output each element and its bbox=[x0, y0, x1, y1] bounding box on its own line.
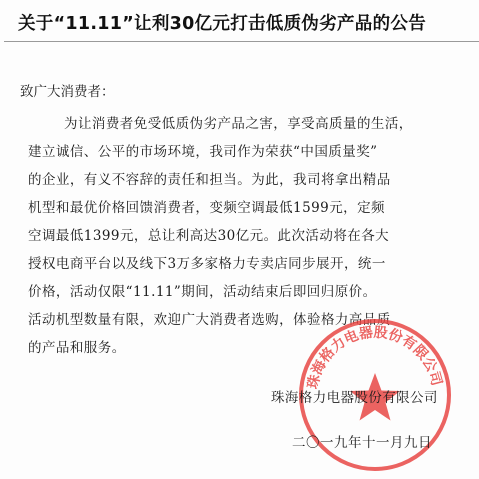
body-line-9: 的产品和服务。 bbox=[28, 340, 126, 356]
body-line-8: 活动机型数量有限，欢迎广大消费者选购，体验格力高品质 bbox=[28, 312, 391, 328]
body-line-7: 价格，活动仅限“11.11”期间，活动结束后即回归原价。 bbox=[28, 284, 377, 300]
signature-date: 二〇一九年十一月九日 bbox=[292, 435, 432, 451]
body-line-6: 授权电商平台以及线下3万多家格力专卖店同步展开，统一 bbox=[28, 256, 386, 272]
body-line-1: 为让消费者免受低质伪劣产品之害，享受高质量的生活， bbox=[64, 116, 413, 132]
body-line-2: 建立诚信、公平的市场环境，我司作为荣获“中国质量奖” bbox=[28, 144, 378, 160]
salutation: 致广大消费者： bbox=[20, 84, 115, 100]
body-line-5: 空调最低1399元，总让利高达30亿元。此次活动将在各大 bbox=[28, 228, 390, 244]
seal-text: 珠海格力电器股份有限公司 bbox=[305, 324, 445, 391]
body-line-3: 的企业，有义不容辞的责任和担当。为此，我司将拿出精品 bbox=[28, 172, 391, 188]
page-title: 关于“11.11”让利30亿元打击低质伪劣产品的公告 bbox=[18, 14, 427, 34]
body-line-4: 机型和最优价格回馈消费者，变频空调最低1599元，定频 bbox=[28, 200, 386, 216]
signature-company: 珠海格力电器股份有限公司 bbox=[271, 390, 438, 406]
title-divider bbox=[4, 41, 479, 42]
